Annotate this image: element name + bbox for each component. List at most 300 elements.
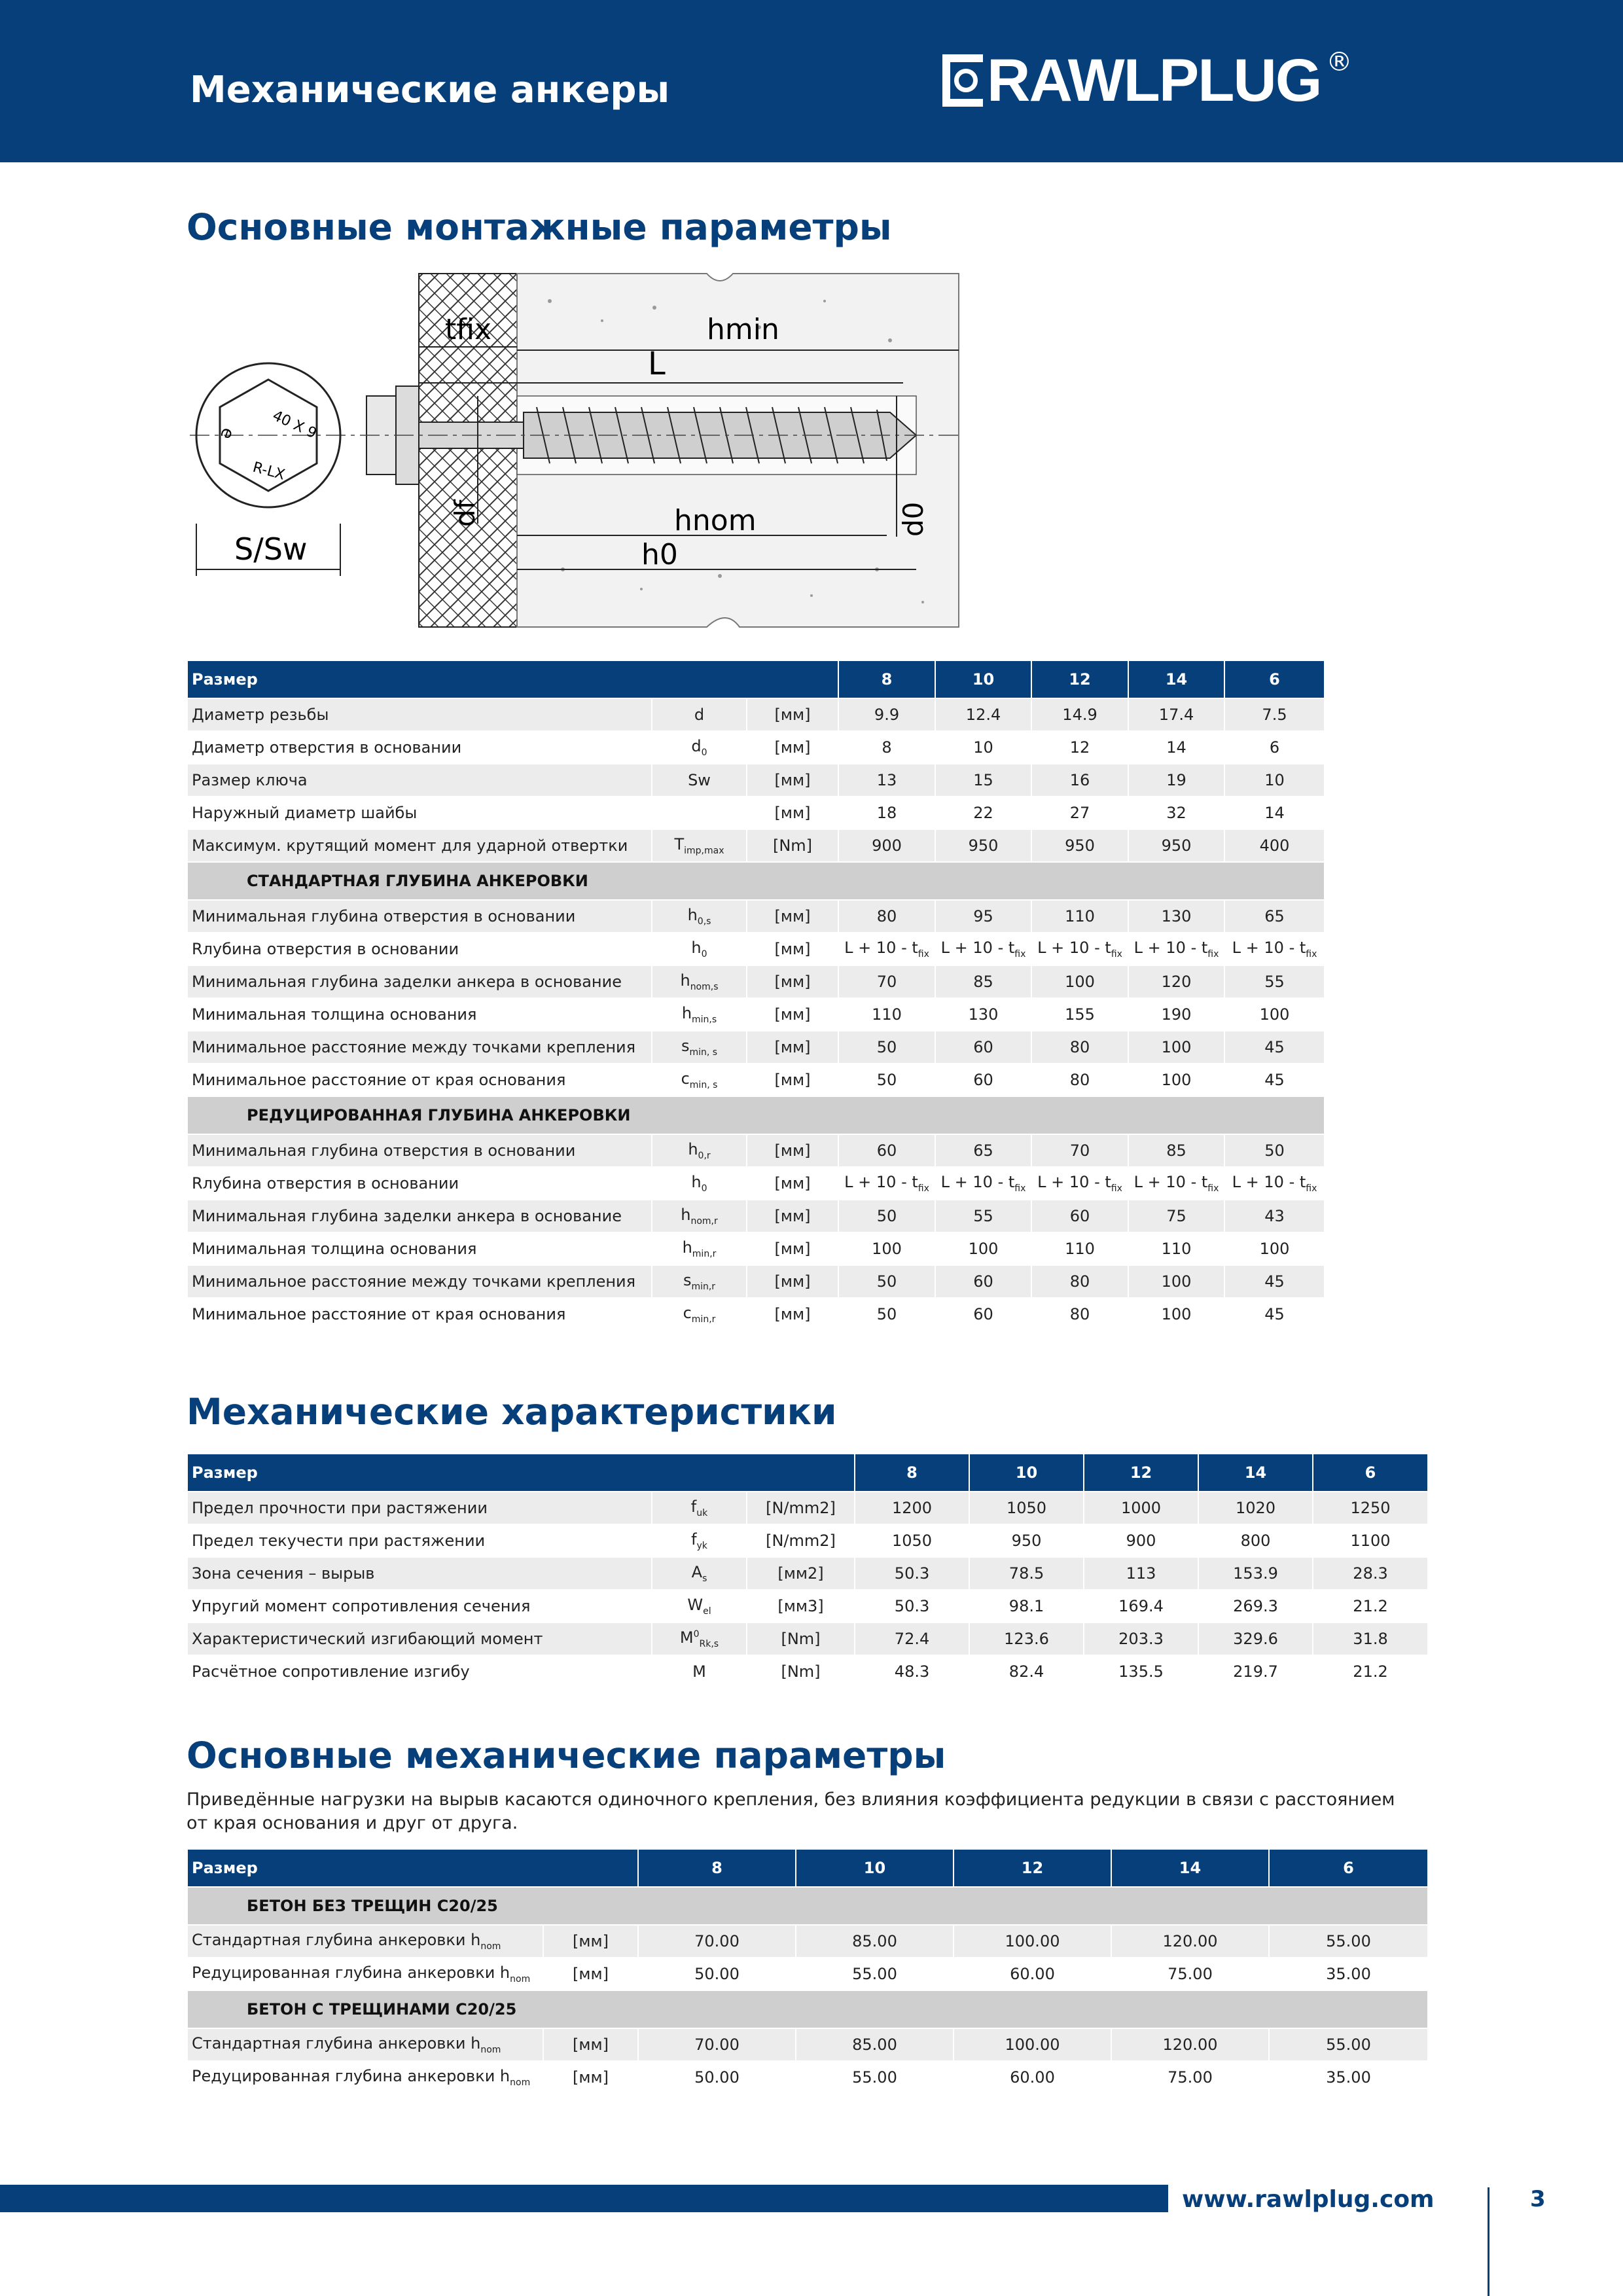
value-cell bbox=[969, 1557, 1084, 1590]
value-text: 85 bbox=[973, 973, 993, 991]
value-cell bbox=[935, 1200, 1031, 1232]
value-cell bbox=[1111, 1958, 1269, 1990]
row-symbol bbox=[652, 1524, 747, 1557]
row-symbol bbox=[652, 1655, 747, 1688]
table-row bbox=[187, 731, 1325, 764]
value-cell bbox=[1224, 797, 1325, 829]
value-text: 35.00 bbox=[1326, 1965, 1371, 1983]
row-label bbox=[187, 1492, 652, 1524]
symbol-sup: 0 bbox=[693, 1629, 700, 1640]
table-row bbox=[187, 1064, 1325, 1096]
value-text: 120.00 bbox=[1162, 1932, 1218, 1950]
label-tfix: tfix bbox=[445, 313, 492, 346]
value-text: 31.8 bbox=[1353, 1630, 1388, 1648]
section-label-text: БЕТОН БЕЗ ТРЕЩИН С20/25 bbox=[247, 1897, 498, 1915]
section-row bbox=[187, 862, 1325, 900]
value-cell bbox=[1269, 1958, 1428, 1990]
value-sub: fix bbox=[1111, 949, 1122, 960]
symbol-text: f bbox=[690, 1498, 697, 1516]
header-size-4-text: 14 bbox=[1179, 1859, 1202, 1877]
value-text: 12 bbox=[1069, 738, 1090, 757]
value-sub: fix bbox=[1306, 1183, 1317, 1194]
value-cell bbox=[855, 1557, 969, 1590]
value-cell bbox=[935, 900, 1031, 933]
value-text: 400 bbox=[1259, 836, 1290, 855]
value-text: 17.4 bbox=[1158, 706, 1194, 724]
value-cell bbox=[1198, 1524, 1313, 1557]
value-text: 100 bbox=[1161, 1305, 1192, 1323]
value-text: 16 bbox=[1069, 771, 1090, 789]
header-size-1 bbox=[838, 660, 935, 698]
value-cell bbox=[954, 1958, 1111, 1990]
row-unit-text: [N/mm2] bbox=[766, 1499, 836, 1517]
row-symbol bbox=[652, 731, 747, 764]
value-cell bbox=[1224, 731, 1325, 764]
row-symbol bbox=[652, 1167, 747, 1200]
row-label bbox=[187, 1623, 652, 1655]
row-unit bbox=[747, 900, 838, 933]
footer-bar bbox=[0, 2185, 1168, 2212]
value-cell bbox=[1031, 829, 1128, 862]
symbol-sub: 0 bbox=[701, 747, 707, 758]
value-cell bbox=[1313, 1590, 1428, 1623]
value-text: 135.5 bbox=[1118, 1662, 1164, 1681]
value-cell bbox=[1313, 1623, 1428, 1655]
value-cell bbox=[796, 2061, 954, 2094]
value-cell bbox=[1031, 1200, 1128, 1232]
header-size-cell-text: Размер bbox=[192, 670, 258, 689]
row-symbol bbox=[652, 900, 747, 933]
row-unit-text: [мм] bbox=[774, 706, 811, 724]
row-label-text: Rлубина отверстия в основании bbox=[192, 940, 459, 958]
load-parameters-table bbox=[187, 1848, 1429, 2094]
value-cell bbox=[1031, 900, 1128, 933]
value-cell bbox=[935, 698, 1031, 731]
header-title: Механические анкеры bbox=[190, 69, 670, 111]
value-text: 45 bbox=[1264, 1272, 1285, 1291]
value-text: 35.00 bbox=[1326, 2068, 1371, 2087]
row-label-text: Предел текучести при растяжении bbox=[192, 1532, 486, 1550]
value-cell bbox=[838, 900, 935, 933]
value-cell bbox=[838, 1232, 935, 1265]
table-row bbox=[187, 1492, 1428, 1524]
row-unit bbox=[747, 1623, 855, 1655]
value-cell bbox=[1269, 1925, 1428, 1958]
header-size-3 bbox=[1031, 660, 1128, 698]
value-text: 153.9 bbox=[1233, 1564, 1278, 1583]
row-unit-text: [Nm] bbox=[781, 1630, 821, 1648]
value-cell bbox=[838, 1064, 935, 1096]
value-text: 48.3 bbox=[894, 1662, 930, 1681]
value-cell bbox=[838, 698, 935, 731]
table-row bbox=[187, 1200, 1325, 1232]
value-text: 130 bbox=[968, 1005, 999, 1024]
value-text: 1250 bbox=[1350, 1499, 1391, 1517]
value-text: 100 bbox=[1161, 1071, 1192, 1089]
value-text: 100 bbox=[968, 1240, 999, 1258]
value-text: L + 10 - t bbox=[1232, 939, 1306, 957]
value-text: L + 10 - t bbox=[1133, 939, 1208, 957]
head-marking-bottom: R-LX bbox=[251, 459, 287, 484]
section-label-text: РЕДУЦИРОВАННАЯ ГЛУБИНА АНКЕРОВКИ bbox=[247, 1106, 631, 1124]
row-label-text: Стандартная глубина анкеровки h bbox=[192, 2034, 481, 2053]
value-cell bbox=[935, 764, 1031, 797]
value-text: 19 bbox=[1166, 771, 1186, 789]
loads-note: Приведённые нагрузки на вырыв касаются одиночного крепления, без влияния коэффициента редукции в связи с расстоянием от края основания и друг от друга. bbox=[187, 1789, 1395, 1833]
value-text: 1100 bbox=[1350, 1532, 1391, 1550]
value-text: L + 10 - t bbox=[844, 1173, 918, 1191]
header-size-4-text: 14 bbox=[1165, 670, 1188, 689]
value-text: 60 bbox=[973, 1305, 993, 1323]
value-text: 65 bbox=[1264, 907, 1285, 925]
value-cell bbox=[1084, 1623, 1198, 1655]
row-unit-text: [мм] bbox=[573, 2068, 609, 2087]
value-cell bbox=[838, 731, 935, 764]
row-symbol bbox=[652, 1492, 747, 1524]
value-cell bbox=[1198, 1655, 1313, 1688]
header-size-4-text: 14 bbox=[1244, 1463, 1267, 1482]
value-text: 100.00 bbox=[1005, 1932, 1060, 1950]
value-cell bbox=[1224, 933, 1325, 965]
header-size-2 bbox=[935, 660, 1031, 698]
row-unit-text: [мм] bbox=[774, 907, 811, 925]
value-cell bbox=[838, 1298, 935, 1331]
value-cell bbox=[1031, 933, 1128, 965]
row-unit-text: [мм] bbox=[774, 1305, 811, 1323]
value-cell bbox=[1031, 1167, 1128, 1200]
value-cell bbox=[638, 2028, 796, 2061]
row-unit bbox=[747, 731, 838, 764]
row-unit-text: [мм] bbox=[774, 771, 811, 789]
row-symbol bbox=[652, 829, 747, 862]
row-unit-text: [мм] bbox=[774, 1207, 811, 1225]
value-text: 80 bbox=[1069, 1272, 1090, 1291]
value-text: 55.00 bbox=[1326, 1932, 1371, 1950]
value-cell bbox=[1313, 1524, 1428, 1557]
value-cell bbox=[1128, 1167, 1224, 1200]
row-unit bbox=[747, 829, 838, 862]
value-cell bbox=[1224, 1265, 1325, 1298]
table-row bbox=[187, 1524, 1428, 1557]
row-label-text: Минимальное расстояние от края основания bbox=[192, 1071, 566, 1089]
header-size-5-text: 6 bbox=[1269, 670, 1280, 689]
row-unit-text: [Nm] bbox=[781, 1662, 821, 1681]
value-text: 50 bbox=[876, 1272, 897, 1291]
value-cell bbox=[1224, 1064, 1325, 1096]
value-cell bbox=[935, 1134, 1031, 1167]
value-cell bbox=[1128, 829, 1224, 862]
row-label-text: Стандартная глубина анкеровки h bbox=[192, 1931, 481, 1949]
symbol-text: h bbox=[681, 1004, 692, 1022]
value-text: 900 bbox=[872, 836, 902, 855]
symbol-sub: imp,max bbox=[684, 846, 724, 856]
value-cell bbox=[1224, 829, 1325, 862]
rawlplug-logo-mark-icon bbox=[942, 54, 983, 107]
value-cell bbox=[935, 1298, 1031, 1331]
value-cell bbox=[1313, 1492, 1428, 1524]
row-label-text: Размер ключа bbox=[192, 771, 308, 789]
row-unit bbox=[747, 1492, 855, 1524]
header-size-5-text: 6 bbox=[1343, 1859, 1354, 1877]
row-label bbox=[187, 2028, 543, 2061]
row-label bbox=[187, 1064, 652, 1096]
table-row bbox=[187, 1557, 1428, 1590]
table-row bbox=[187, 797, 1325, 829]
table-row bbox=[187, 1590, 1428, 1623]
symbol-sub: min,s bbox=[692, 1014, 717, 1025]
value-cell bbox=[855, 1524, 969, 1557]
value-text: 100 bbox=[1161, 1272, 1192, 1291]
row-label-text: Наружный диаметр шайбы bbox=[192, 804, 418, 822]
value-cell bbox=[1224, 1298, 1325, 1331]
row-label-text: Предел прочности при растяжении bbox=[192, 1499, 488, 1517]
value-text: 80 bbox=[876, 907, 897, 925]
installation-parameters-table bbox=[187, 660, 1325, 1331]
header-size-cell bbox=[187, 1454, 855, 1492]
row-label bbox=[187, 829, 652, 862]
symbol-text: T bbox=[674, 835, 685, 853]
value-cell bbox=[855, 1590, 969, 1623]
head-marking-side: ə bbox=[215, 425, 238, 442]
row-unit-text: [мм2] bbox=[777, 1564, 824, 1583]
value-cell bbox=[838, 1200, 935, 1232]
label-df: df bbox=[449, 499, 481, 527]
header-size-3-text: 12 bbox=[1021, 1859, 1044, 1877]
row-label bbox=[187, 698, 652, 731]
value-sub: fix bbox=[1014, 1183, 1026, 1194]
value-text: 60 bbox=[973, 1071, 993, 1089]
value-cell bbox=[935, 998, 1031, 1031]
value-text: 50 bbox=[876, 1038, 897, 1056]
row-unit bbox=[747, 1232, 838, 1265]
footer-website-link[interactable]: www.rawlplug.com bbox=[1182, 2186, 1435, 2213]
row-symbol bbox=[652, 1265, 747, 1298]
row-label-text: Редуцированная глубина анкеровки h bbox=[192, 1964, 510, 1982]
value-text: 203.3 bbox=[1118, 1630, 1164, 1648]
value-text: 10 bbox=[1264, 771, 1285, 789]
row-label-text: Минимальная глубина заделки анкера в основание bbox=[192, 1207, 622, 1225]
symbol-text: h bbox=[682, 1238, 692, 1257]
value-text: 70.00 bbox=[694, 2036, 740, 2054]
value-text: 130 bbox=[1161, 907, 1192, 925]
value-text: 50.00 bbox=[694, 1965, 740, 1983]
value-text: 1000 bbox=[1120, 1499, 1162, 1517]
value-cell bbox=[935, 965, 1031, 998]
value-text: 950 bbox=[1065, 836, 1095, 855]
value-text: 100.00 bbox=[1005, 2036, 1060, 2054]
row-label bbox=[187, 1557, 652, 1590]
symbol-text: h bbox=[680, 971, 690, 990]
value-cell bbox=[1084, 1590, 1198, 1623]
value-text: 70 bbox=[876, 973, 897, 991]
row-label-sub: nom bbox=[480, 1941, 501, 1952]
row-label bbox=[187, 1590, 652, 1623]
value-text: 1200 bbox=[891, 1499, 933, 1517]
symbol-sub: min, s bbox=[689, 1080, 718, 1090]
row-unit-text: [мм] bbox=[774, 1141, 811, 1160]
row-label bbox=[187, 797, 652, 829]
value-cell bbox=[954, 1925, 1111, 1958]
table-row bbox=[187, 2028, 1428, 2061]
value-cell bbox=[855, 1655, 969, 1688]
value-text: 900 bbox=[1126, 1532, 1156, 1550]
value-cell bbox=[838, 1265, 935, 1298]
value-text: L + 10 - t bbox=[1133, 1173, 1208, 1191]
table-row bbox=[187, 2061, 1428, 2094]
header-size-5-text: 6 bbox=[1364, 1463, 1376, 1482]
row-unit-text: [мм] bbox=[774, 738, 811, 757]
row-label-text: Диаметр резьбы bbox=[192, 706, 329, 724]
value-cell bbox=[1128, 1134, 1224, 1167]
value-cell bbox=[969, 1524, 1084, 1557]
value-cell bbox=[1128, 1200, 1224, 1232]
header-size-3-text: 12 bbox=[1130, 1463, 1152, 1482]
value-text: 60 bbox=[973, 1272, 993, 1291]
value-sub: fix bbox=[918, 949, 929, 960]
symbol-text: s bbox=[683, 1271, 692, 1289]
value-text: 100 bbox=[1259, 1005, 1290, 1024]
value-text: 950 bbox=[968, 836, 999, 855]
value-text: 82.4 bbox=[1008, 1662, 1044, 1681]
value-text: 100 bbox=[1065, 973, 1095, 991]
value-cell bbox=[935, 1232, 1031, 1265]
value-text: 60 bbox=[1069, 1207, 1090, 1225]
value-cell bbox=[1128, 1232, 1224, 1265]
row-unit bbox=[747, 1167, 838, 1200]
symbol-text: h bbox=[691, 939, 702, 957]
row-label bbox=[187, 1925, 543, 1958]
row-label bbox=[187, 1524, 652, 1557]
header-size-cell-text: Размер bbox=[192, 1463, 258, 1482]
row-unit-text: [мм] bbox=[774, 1071, 811, 1089]
row-unit bbox=[747, 1031, 838, 1064]
value-text: 1020 bbox=[1235, 1499, 1276, 1517]
label-hmin: hmin bbox=[707, 313, 779, 346]
table-header-row bbox=[187, 1454, 1428, 1492]
value-text: 50 bbox=[876, 1071, 897, 1089]
value-text: 21.2 bbox=[1353, 1597, 1388, 1615]
value-text: 80 bbox=[1069, 1038, 1090, 1056]
value-cell bbox=[1031, 1265, 1128, 1298]
value-cell bbox=[1224, 1031, 1325, 1064]
value-text: 12.4 bbox=[965, 706, 1001, 724]
value-cell bbox=[1224, 998, 1325, 1031]
row-unit bbox=[543, 1925, 638, 1958]
symbol-sub: Rk,s bbox=[699, 1639, 719, 1649]
row-symbol bbox=[652, 1232, 747, 1265]
row-unit bbox=[747, 1524, 855, 1557]
value-text: 95 bbox=[973, 907, 993, 925]
value-cell bbox=[1128, 998, 1224, 1031]
symbol-text: M bbox=[679, 1628, 694, 1647]
table-row bbox=[187, 1925, 1428, 1958]
symbol-text: h bbox=[691, 1173, 702, 1191]
value-text: 800 bbox=[1240, 1532, 1271, 1550]
table-row bbox=[187, 965, 1325, 998]
row-label bbox=[187, 1232, 652, 1265]
table-row bbox=[187, 1958, 1428, 1990]
value-sub: fix bbox=[1306, 949, 1317, 960]
symbol-text: c bbox=[681, 1069, 690, 1088]
value-text: 13 bbox=[876, 771, 897, 789]
header-size-5 bbox=[1224, 660, 1325, 698]
symbol-text: s bbox=[681, 1037, 690, 1055]
row-symbol bbox=[652, 1200, 747, 1232]
value-cell bbox=[969, 1623, 1084, 1655]
value-cell bbox=[855, 1492, 969, 1524]
value-cell bbox=[1128, 1265, 1224, 1298]
value-cell bbox=[1031, 1031, 1128, 1064]
row-symbol bbox=[652, 698, 747, 731]
section-label-text: БЕТОН С ТРЕЩИНАМИ С20/25 bbox=[247, 2000, 517, 2018]
symbol-sub: min,r bbox=[691, 1314, 716, 1325]
row-unit-text: [мм] bbox=[774, 1038, 811, 1056]
value-cell bbox=[935, 731, 1031, 764]
value-cell bbox=[1031, 764, 1128, 797]
header-size-5 bbox=[1313, 1454, 1428, 1492]
value-text: 85.00 bbox=[852, 2036, 897, 2054]
row-symbol bbox=[652, 1557, 747, 1590]
value-cell bbox=[1031, 998, 1128, 1031]
row-symbol bbox=[652, 1623, 747, 1655]
value-cell bbox=[1128, 731, 1224, 764]
value-text: 9.9 bbox=[874, 706, 900, 724]
row-unit bbox=[747, 764, 838, 797]
row-label bbox=[187, 1958, 543, 1990]
value-cell bbox=[638, 2061, 796, 2094]
table-row bbox=[187, 829, 1325, 862]
row-unit bbox=[747, 998, 838, 1031]
header-size-1-text: 8 bbox=[711, 1859, 722, 1877]
row-unit-text: [мм] bbox=[774, 940, 811, 958]
row-label bbox=[187, 933, 652, 965]
symbol-sub: 0,r bbox=[698, 1151, 711, 1161]
value-cell bbox=[638, 1925, 796, 1958]
row-unit bbox=[747, 797, 838, 829]
section-title-loads: Основные механические параметры bbox=[187, 1734, 946, 1776]
value-text: 22 bbox=[973, 804, 993, 822]
symbol-sub: nom,s bbox=[690, 982, 719, 992]
value-text: 14.9 bbox=[1062, 706, 1097, 724]
row-label-sub: nom bbox=[480, 2045, 501, 2055]
row-label-text: Минимальная толщина основания bbox=[192, 1240, 477, 1258]
row-label bbox=[187, 1655, 652, 1688]
symbol-sub: min,r bbox=[692, 1249, 717, 1259]
value-cell bbox=[796, 1958, 954, 1990]
row-label bbox=[187, 1031, 652, 1064]
page-number: 3 bbox=[1530, 2186, 1546, 2212]
header-size-2 bbox=[969, 1454, 1084, 1492]
value-cell bbox=[1031, 698, 1128, 731]
value-text: 8 bbox=[882, 738, 892, 757]
value-text: 85 bbox=[1166, 1141, 1186, 1160]
value-text: 72.4 bbox=[894, 1630, 930, 1648]
value-cell bbox=[1031, 1134, 1128, 1167]
row-symbol bbox=[652, 1134, 747, 1167]
header-size-1 bbox=[855, 1454, 969, 1492]
table-row bbox=[187, 900, 1325, 933]
value-cell bbox=[1031, 1232, 1128, 1265]
row-unit-text: [мм] bbox=[774, 1005, 811, 1024]
symbol-sub: s bbox=[702, 1573, 707, 1584]
table-row bbox=[187, 933, 1325, 965]
value-text: 190 bbox=[1161, 1005, 1192, 1024]
value-cell bbox=[1128, 965, 1224, 998]
value-text: 75.00 bbox=[1168, 2068, 1213, 2087]
row-label-text: Диаметр отверстия в основании bbox=[192, 738, 462, 757]
value-cell bbox=[838, 1167, 935, 1200]
value-cell bbox=[1198, 1623, 1313, 1655]
